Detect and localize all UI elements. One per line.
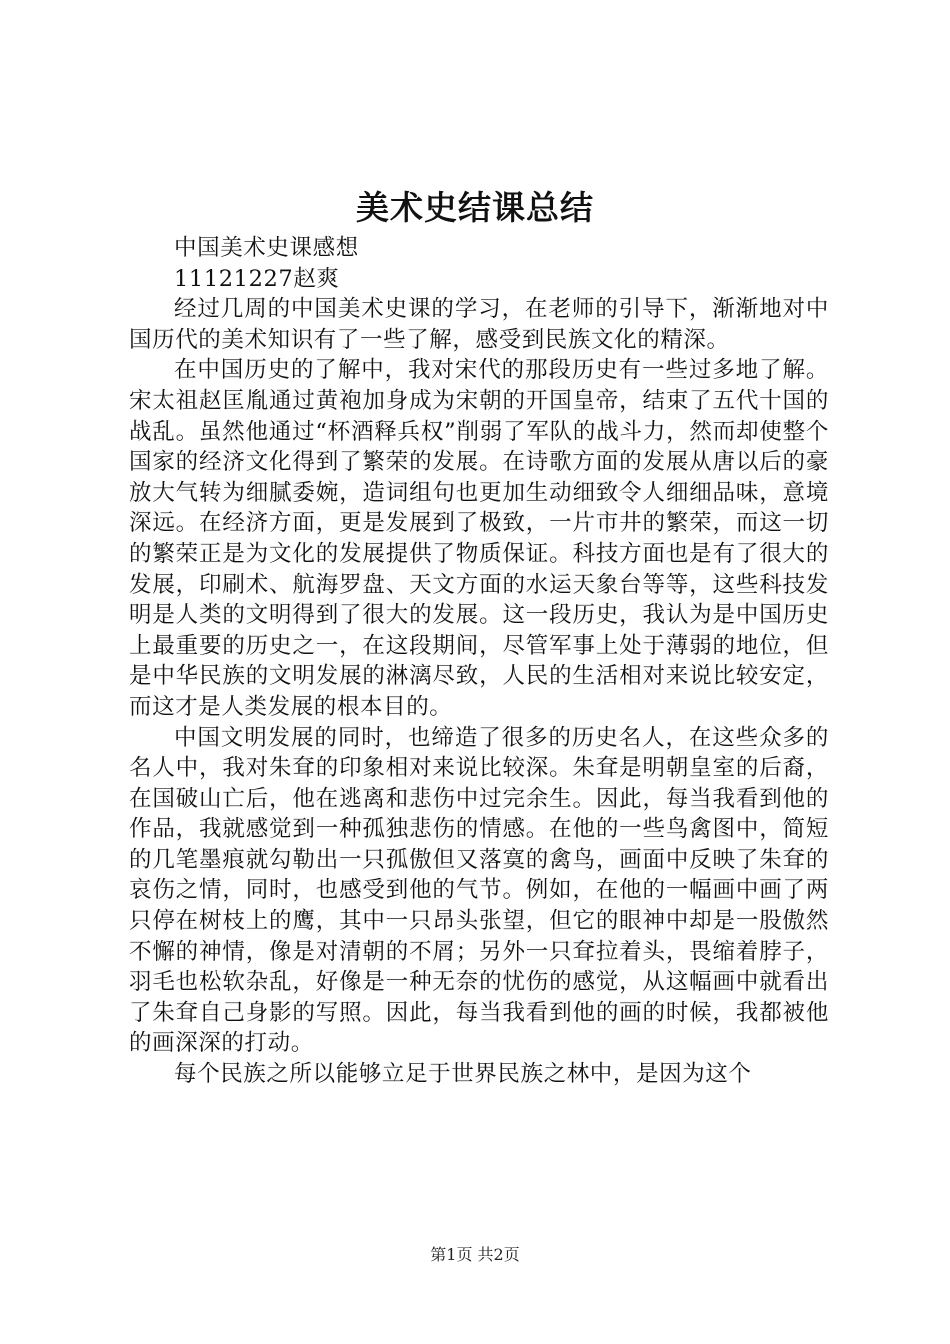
paragraph: 在中国历史的了解中，我对宋代的那段历史有一些过多地了解。宋太祖赵匡胤通过黄袍加身成为宋朝的开国皇帝，结束了五代十国的战乱。虽然他通过“杯酒释兵权”削弱了军队的战斗力，然而却使整个国家的经济文化得到了繁荣的发展。在诗歌方面的发展从唐以后的豪放大气转为细腻委婉，造词组句也更加生动细致令人细细品味，意境深远。在经济方面，更是发展到了极致，一片市井的繁荣，而这一切的繁荣正是为文化的发展提供了物质保证。科技方面也是有了很大的发展，印刷术、航海罗盘、天文方面的水运天象台等等，这些科技发明是人类的文明得到了很大的发展。这一段历史，我认为是中国历史上最重要的历史之一，在这段期间，尽管军事上处于薄弱的地位，但是中华民族的文明发展的淋漓尽致，人民的生活相对来说比较安定，而这才是人类发展的根本目的。 — [129, 357, 829, 720]
paragraph: 每个民族之所以能够立足于世界民族之林中，是因为这个 — [174, 1061, 752, 1088]
subtitle-line: 中国美术史课感想 — [174, 235, 359, 261]
document-body — [129, 233, 829, 1090]
page-footer: 第1页 共2页 — [430, 1245, 520, 1264]
author-line: 11121227赵爽 — [174, 265, 340, 292]
paragraph: 中国文明发展的同时，也缔造了很多的历史名人，在这些众多的名人中，我对朱耷的印象相对来说比较深。朱耷是明朝皇室的后裔，在国破山亡后，他在逃离和悲伤中过完余生。因此，每当我看到他的作品，我就感觉到一种孤独悲伤的情感。在他的一些鸟禽图中，简短的几笔墨痕就勾勒出一只孤傲但又落寞的禽鸟，画面中反映了朱耷的哀伤之情，同时，也感受到他的气节。例如，在他的一幅画中画了两只停在树枝上的鹰，其中一只昂头张望，但它的眼神中却是一股傲然不懈的神情，像是对清朝的不屑；另外一只耷拉着头，畏缩着脖子，羽毛也松软杂乱，好像是一种无奈的忧伤的感觉，从这幅画中就看出了朱耷自己身影的写照。因此，每当我看到他的画的时候，我都被他的画深深的打动。 — [129, 724, 829, 1057]
paragraph: 经过几周的中国美术史课的学习，在老师的引导下，渐渐地对中国历代的美术知识有了一些了解，感受到民族文化的精深。 — [129, 296, 829, 353]
document-title: 美术史结课总结 — [356, 188, 594, 227]
